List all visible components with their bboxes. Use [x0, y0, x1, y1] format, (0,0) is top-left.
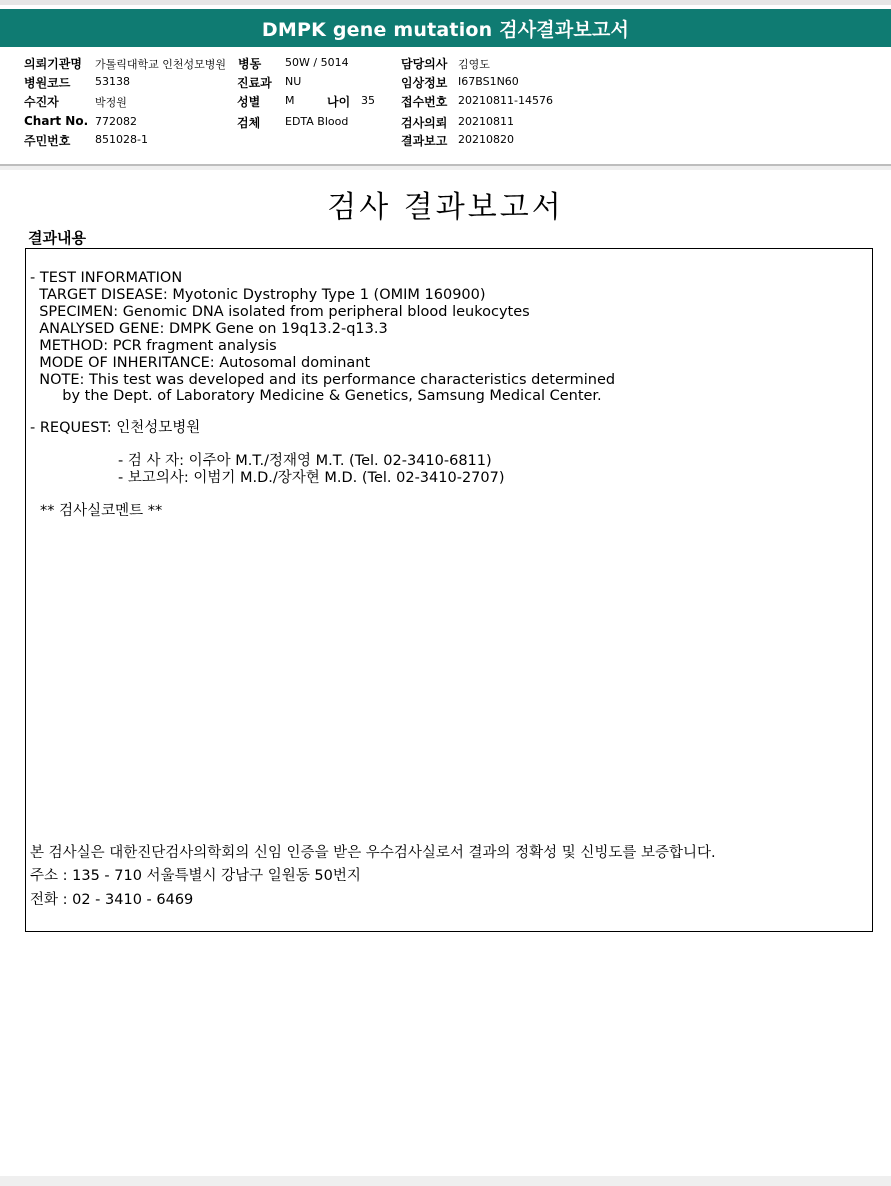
request-line: - REQUEST: 인천성모병원 — [30, 420, 201, 436]
result-line: - TEST INFORMATION — [30, 270, 183, 286]
hospital-code-label: 병원코드 — [24, 76, 71, 90]
specimen-value: EDTA Blood — [285, 115, 349, 128]
result-line: NOTE: This test was developed and its performance characteristics determined — [30, 372, 616, 388]
examiner-line: - 검 사 자: 이주아 M.T./정재영 M.T. (Tel. 02-3410-6811) — [118, 453, 492, 469]
chart-label: Chart No. — [24, 114, 89, 128]
address-line: 주소 : 135 - 710 서울특별시 강남구 일원동 50번지 — [30, 868, 361, 884]
result-line: SPECIMEN: Genomic DNA isolated from peripheral blood leukocytes — [30, 304, 530, 320]
sex-label: 성별 — [237, 95, 261, 109]
clinical-value: I67BS1N60 — [458, 75, 519, 88]
receipt-value: 20210811-14576 — [458, 94, 553, 107]
ward-label: 병동 — [238, 57, 262, 71]
request-date-label: 검사의뢰 — [401, 116, 448, 130]
result-line: MODE OF INHERITANCE: Autosomal dominant — [30, 355, 371, 371]
result-line: TARGET DISEASE: Myotonic Dystrophy Type 1 (OMIM 160900) — [30, 287, 486, 303]
resident-label: 주민번호 — [24, 134, 71, 148]
info-row-2 — [0, 74, 891, 92]
sex-value: M — [285, 94, 295, 107]
bottom-strip — [0, 1176, 891, 1186]
info-row-4 — [0, 114, 891, 132]
header-divider-shadow — [0, 166, 891, 170]
info-row-3 — [0, 93, 891, 111]
result-line: by the Dept. of Laboratory Medicine & Genetics, Samsung Medical Center. — [30, 388, 602, 404]
doctor-label: 담당의사 — [401, 57, 448, 71]
result-line: ANALYSED GENE: DMPK Gene on 19q13.2-q13.3 — [30, 321, 388, 337]
age-label: 나이 — [327, 95, 351, 109]
ward-value: 50W / 5014 — [285, 56, 349, 69]
document-title: DMPK gene mutation 검사결과보고서 — [261, 18, 630, 41]
patient-info-panel — [0, 47, 891, 165]
specimen-label: 검체 — [237, 116, 261, 130]
report-date-label: 결과보고 — [401, 134, 448, 148]
request-date-value: 20210811 — [458, 115, 514, 128]
reporting-doctor-line: - 보고의사: 이범기 M.D./장자현 M.D. (Tel. 02-3410-2707) — [118, 470, 505, 486]
dept-value: NU — [285, 75, 302, 88]
resident-value: 851028-1 — [95, 133, 148, 146]
receipt-label: 접수번호 — [401, 95, 448, 109]
hospital-value: 가톨릭대학교 인천성모병원 — [95, 58, 227, 71]
dept-label: 진료과 — [237, 76, 272, 90]
info-row-5 — [0, 132, 891, 150]
phone-line: 전화 : 02 - 3410 - 6469 — [30, 892, 194, 908]
hospital-code-value: 53138 — [95, 75, 130, 88]
certification-statement: 본 검사실은 대한진단검사의학회의 신임 인증을 받은 우수검사실로서 결과의 정확성 및 신빙도를 보증합니다. — [30, 845, 716, 861]
hospital-label: 의뢰기관명 — [24, 57, 82, 71]
report-title: 검사 결과보고서 — [327, 190, 564, 225]
info-row-1 — [0, 55, 891, 73]
examinee-label: 수진자 — [24, 95, 59, 109]
section-label: 결과내용 — [28, 229, 86, 247]
top-strip — [0, 0, 891, 5]
report-date-value: 20210820 — [458, 133, 514, 146]
lab-comment-heading: ** 검사실코멘트 ** — [40, 503, 163, 519]
age-value: 35 — [361, 94, 375, 107]
title-bar — [0, 9, 891, 47]
clinical-label: 임상정보 — [401, 76, 448, 90]
examinee-value: 박정원 — [95, 96, 127, 109]
result-line: METHOD: PCR fragment analysis — [30, 338, 277, 354]
result-box — [25, 248, 873, 932]
chart-value: 772082 — [95, 115, 137, 128]
doctor-value: 김영도 — [458, 58, 490, 71]
